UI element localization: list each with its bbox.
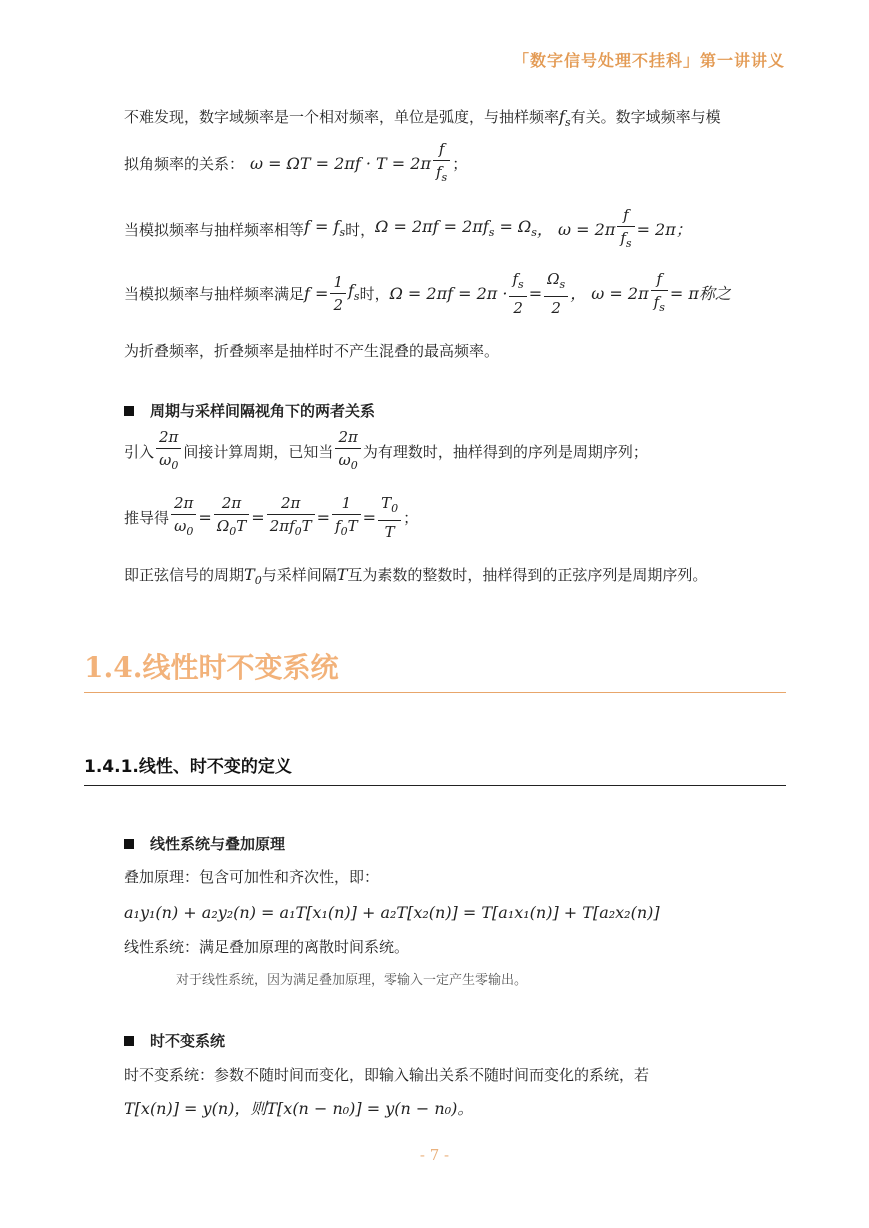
formula-Omega-eq: $\Omega = 2\pi f = 2\pi f_s = \Omega_s$: [375, 216, 537, 239]
intro-block: [124, 106, 786, 134]
T0-symbol: $T_0$: [244, 565, 262, 587]
equal-case-tail: = 2π；: [636, 219, 692, 239]
equal-case-line: [124, 206, 786, 253]
linear-note-block: [176, 970, 838, 992]
section-divider: [84, 692, 786, 693]
fraction-2pi-over-omega0: $\frac{2\pi}{\omega_0}$: [156, 428, 181, 475]
equals-sign: =: [528, 283, 543, 303]
linear-p1-block: [124, 866, 786, 888]
fraction-f-over-fs: $\frac{f}{f_s}$: [433, 140, 450, 187]
linear-p2-block: [124, 936, 786, 958]
subsection-divider: [84, 785, 786, 786]
formula-omega-eq: ， ω = 2π: [536, 219, 616, 239]
fraction-fs-over-2: $\frac{f_s}{2}$: [509, 270, 526, 317]
folding-line: [124, 340, 786, 362]
period-l3c: 互为素数的整数时，抽样得到的正弦序列是周期序列。: [347, 566, 708, 584]
fraction-b: $\frac{2\pi}{\Omega_0T}$: [214, 494, 249, 541]
half-case-line: [124, 270, 786, 317]
linear-note: 对于线性系统，因为满足叠加原理，零输入一定产生零输出。: [176, 973, 528, 988]
period-l1b: 间接计算周期，已知当: [183, 442, 334, 461]
period-l2a: 推导得: [124, 508, 170, 527]
T-symbol: T: [336, 565, 348, 584]
page-number: - 7 -: [419, 1146, 450, 1164]
intro-text-2: 拟角频率的关系：: [124, 154, 245, 173]
equal-case-lead: 当模拟频率与抽样频率相等: [124, 220, 305, 239]
ti-p1: 时不变系统：参数不随时间而变化，即输入输出关系不随时间而变化的系统，若: [124, 1066, 650, 1084]
fraction-d: $\frac{1}{f_0T}$: [332, 494, 361, 541]
eq-1: =: [198, 507, 212, 527]
semicolon-2: ；: [403, 508, 419, 527]
superposition-formula: a₁y₁(n) + a₂y₂(n) = a₁T[x₁(n)] + a₂T[x₂(n)] = T[a₁x₁(n)] + T[a₂x₂(n)]: [124, 903, 660, 922]
fraction-f-over-fs-3: $\frac{f}{f_s}$: [651, 270, 668, 317]
fraction-one-half: $\frac{1}{2}$: [330, 273, 346, 314]
linear-formula-block: [124, 902, 786, 924]
square-bullet-icon: [124, 406, 134, 416]
formula-Omega-half: Ω = 2πf = 2π ·: [389, 283, 508, 303]
linear-p1: 叠加原理：包含可加性和齐次性，即：: [124, 868, 380, 886]
fs-symbol-2: $f_s$: [347, 280, 360, 303]
square-bullet-icon: [124, 839, 134, 849]
semicolon: ；: [452, 154, 468, 173]
period-l3b: 与采样间隔: [261, 566, 337, 584]
fraction-c: $\frac{2\pi}{2\pi f_0T}$: [267, 494, 315, 541]
intro-text-1b: 有关。数字域频率与模: [570, 108, 721, 126]
period-l3: 即正弦信号的周期: [124, 566, 245, 584]
equal-case-when: 时，: [345, 220, 376, 239]
eq-3: =: [316, 507, 331, 527]
period-line-3: [124, 564, 786, 592]
period-line-1: [124, 428, 786, 475]
ti-formula: T[x(n)] = y(n)，则T[x(n − n₀)] = y(n − n₀)。: [124, 1099, 474, 1118]
ti-heading-text: 时不变系统: [150, 1032, 226, 1050]
square-bullet-icon: [124, 1036, 134, 1046]
formula-f-eq: f =: [304, 283, 329, 303]
ti-p1-block: [124, 1064, 786, 1086]
header-title: 「数字信号处理不挂科」第一讲讲义: [512, 51, 785, 70]
subsection-title: 1.4.1.线性、时不变的定义: [84, 757, 292, 777]
linear-heading-text: 线性系统与叠加原理: [150, 835, 286, 853]
eq-2: =: [251, 507, 265, 527]
period-l1a: 引入: [124, 442, 155, 461]
period-heading-text: 周期与采样间隔视角下的两者关系: [150, 402, 376, 420]
period-heading: [124, 400, 786, 421]
half-case-lead: 当模拟频率与抽样频率满足: [124, 284, 305, 303]
linear-p2: 线性系统：满足叠加原理的离散时间系统。: [124, 938, 410, 956]
period-line-2: [124, 494, 786, 541]
fraction-2pi-over-omega0-2: $\frac{2\pi}{\omega_0}$: [335, 428, 360, 475]
formula-omega-half: ， ω = 2π: [570, 283, 649, 303]
section-title: 1.4.线性时不变系统: [84, 651, 339, 684]
half-case-when: 时，: [359, 284, 390, 303]
formula-f-eq-fs: $f = f_s$: [304, 216, 346, 239]
fraction-e: $\frac{T_0}{T}$: [378, 494, 401, 541]
ti-heading: [124, 1030, 786, 1051]
eq-4: =: [362, 507, 377, 527]
half-case-tail: = π称之: [669, 283, 731, 303]
formula-omega-relation: ω = ΩT = 2πf · T = 2π: [250, 153, 431, 173]
intro-formula-line: [124, 140, 786, 187]
fraction-f-over-fs-2: $\frac{f}{f_s}$: [617, 206, 634, 253]
fs-symbol: $f_s$: [559, 107, 571, 129]
ti-formula-block: [124, 1098, 786, 1120]
intro-text-1: 不难发现，数字域频率是一个相对频率，单位是弧度，与抽样频率: [124, 108, 560, 126]
fraction-Omegas-over-2: $\frac{\Omega_s}{2}$: [544, 270, 568, 317]
folding-text: 为折叠频率，折叠频率是抽样时不产生混叠的最高频率。: [124, 342, 500, 360]
linear-heading: [124, 833, 786, 854]
fraction-a: $\frac{2\pi}{\omega_0}$: [171, 494, 196, 541]
period-l1c: 为有理数时，抽样得到的序列是周期序列；: [362, 442, 648, 461]
intro-line1: [124, 106, 786, 134]
